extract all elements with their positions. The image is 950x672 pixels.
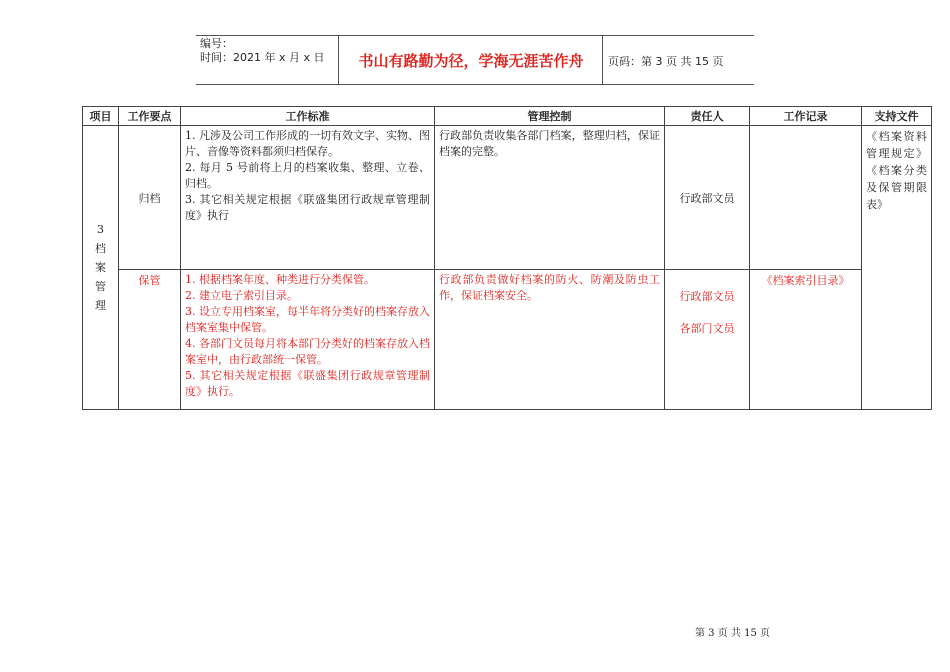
work-standard-cell bbox=[181, 126, 435, 270]
project-char: 案 bbox=[95, 261, 106, 274]
standard-item: 1. 根据档案年度、种类进行分类保管。 bbox=[185, 273, 375, 286]
project-char: 管 bbox=[95, 280, 106, 293]
owner-name: 行政部文员 bbox=[679, 290, 735, 303]
column-header: 项目 bbox=[83, 107, 119, 126]
archive-management-table bbox=[82, 106, 932, 410]
header-meta bbox=[200, 37, 338, 65]
standard-item: 1. 凡涉及公司工作形成的一切有效文字、实物、图片、音像等资料都须归档保存。 bbox=[185, 129, 430, 158]
column-header: 工作记录 bbox=[750, 107, 862, 126]
number-label: 编号： bbox=[200, 37, 233, 50]
table-header-row bbox=[83, 107, 932, 126]
column-header: 管理控制 bbox=[435, 107, 665, 126]
date-label: 时间：2021 年 x 月 x 日 bbox=[200, 51, 325, 64]
table-row bbox=[83, 126, 932, 270]
project-number: 3 bbox=[97, 223, 104, 236]
standard-item: 2. 每月 5 号前将上月的档案收集、整理、立卷、归档。 bbox=[185, 161, 430, 190]
project-char: 档 bbox=[95, 242, 106, 255]
standard-item: 5. 其它相关规定根据《联盛集团行政规章管理制度》执行。 bbox=[185, 369, 430, 398]
standard-item: 3. 设立专用档案室，每半年将分类好的档案存放入档案室集中保管。 bbox=[185, 305, 430, 334]
column-header: 工作标准 bbox=[181, 107, 435, 126]
work-standard-cell bbox=[181, 270, 435, 410]
work-point-cell: 归档 bbox=[119, 126, 181, 270]
owner-cell bbox=[665, 270, 750, 410]
owner-cell bbox=[665, 126, 750, 270]
standard-item: 3. 其它相关规定根据《联盛集团行政规章管理制度》执行 bbox=[185, 193, 430, 222]
owner-name: 各部门文员 bbox=[679, 322, 735, 335]
work-record-cell: 《档案索引目录》 bbox=[750, 270, 862, 410]
owner-name: 行政部文员 bbox=[679, 191, 735, 205]
header-divider bbox=[602, 36, 603, 84]
project-cell bbox=[83, 126, 119, 410]
page-header bbox=[196, 35, 754, 85]
page-footer: 第 3 页 共 15 页 bbox=[695, 628, 770, 639]
column-header: 支持文件 bbox=[862, 107, 932, 126]
management-control-cell: 行政部负责做好档案的防火、防潮及防虫工作，保证档案安全。 bbox=[435, 270, 665, 410]
column-header: 责任人 bbox=[665, 107, 750, 126]
work-record-cell bbox=[750, 126, 862, 270]
support-files-cell: 《档案资料管理规定》《档案分类及保管期限表》 bbox=[862, 126, 932, 410]
column-header: 工作要点 bbox=[119, 107, 181, 126]
work-point-cell: 保管 bbox=[119, 270, 181, 410]
header-motto: 书山有路勤为径，学海无涯苦作舟 bbox=[358, 52, 584, 70]
table-row bbox=[83, 270, 932, 410]
standard-item: 2. 建立电子索引目录。 bbox=[185, 289, 298, 302]
management-control-cell: 行政部负责收集各部门档案，整理归档，保证档案的完整。 bbox=[435, 126, 665, 270]
project-char: 理 bbox=[95, 299, 106, 312]
page-label: 页码：第 3 页 共 15 页 bbox=[608, 55, 724, 68]
standard-item: 4. 各部门文员每月将本部门分类好的档案存放入档案室中，由行政部统一保管。 bbox=[185, 337, 430, 366]
